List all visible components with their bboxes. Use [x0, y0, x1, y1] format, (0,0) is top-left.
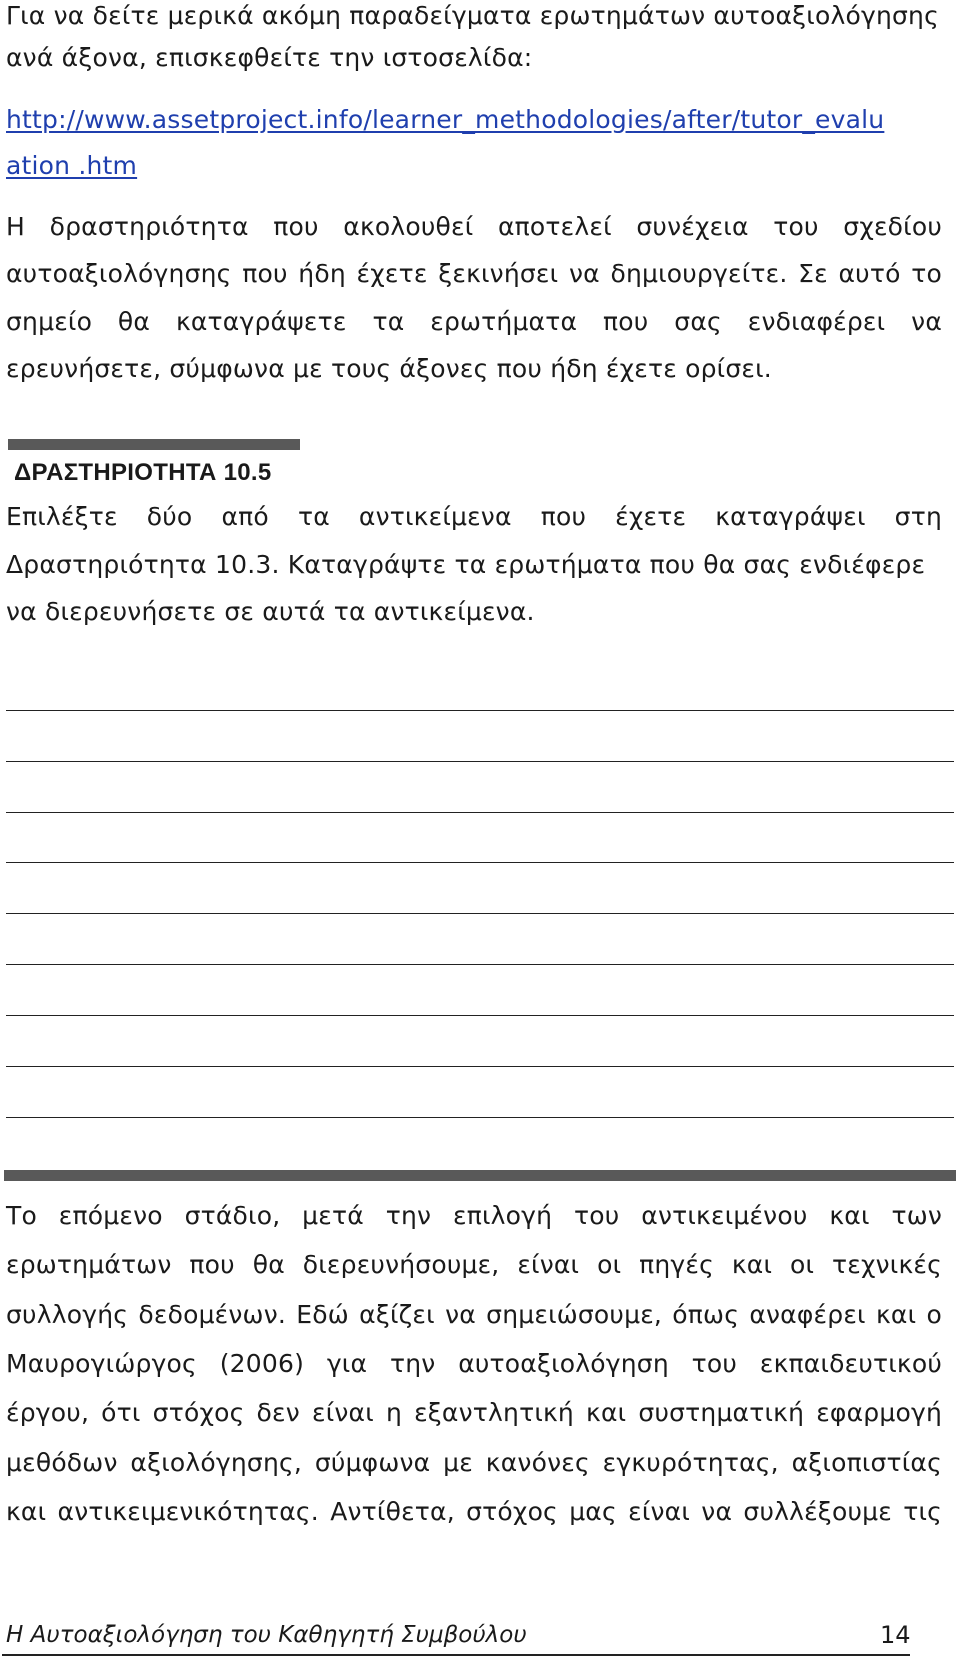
answer-line [6, 1066, 954, 1067]
paragraph-line: ερωτημάτων που θα διερευνήσουμε, είναι οι πηγές και οι τεχνικές [6, 1250, 942, 1279]
paragraph-line: Η δραστηριότητα που ακολουθεί αποτελεί συνέχεια του σχεδίου [6, 212, 942, 241]
answer-line [6, 913, 954, 914]
answer-line [6, 1015, 954, 1016]
paragraph-line: συλλογής δεδομένων. Εδώ αξίζει να σημειώσουμε, όπως αναφέρει και ο [6, 1300, 942, 1329]
paragraph-line: αυτοαξιολόγησης που ήδη έχετε ξεκινήσει να δημιουργείτε. Σε αυτό το [6, 259, 942, 288]
answer-line [6, 862, 954, 863]
activity-bottom-bar [4, 1170, 956, 1181]
intro-line: Για να δείτε μερικά ακόμη παραδείγματα ερωτημάτων αυτοαξιολόγησης [6, 1, 939, 30]
paragraph-line: έργου, ότι στόχος δεν είναι η εξαντλητική και συστηματική εφαρμογή [6, 1398, 942, 1427]
paragraph-line: μεθόδων αξιολόγησης, σύμφωνα με κανόνες εγκυρότητας, αξιοπιστίας [6, 1448, 942, 1477]
resource-link[interactable] [6, 150, 942, 182]
activity-instruction-line: Δραστηριότητα 10.3. Καταγράψτε τα ερωτήματα που θα σας ενδιέφερε [6, 550, 926, 579]
resource-link-text[interactable]: http://www.assetproject.info/learner_methodologies/after/tutor_evalu [6, 105, 885, 134]
answer-line [6, 710, 954, 711]
footer-rule [2, 1654, 910, 1656]
paragraph-line: Μαυρογιώργος (2006) για την αυτοαξιολόγηση του εκπαιδευτικού [6, 1349, 942, 1378]
paragraph-line: σημείο θα καταγράψετε τα ερωτήματα που σας ενδιαφέρει να [6, 307, 942, 336]
intro-line: ανά άξονα, επισκεφθείτε την ιστοσελίδα: [6, 43, 533, 72]
paragraph-line: ερευνήσετε, σύμφωνα με τους άξονες που ήδη έχετε ορίσει. [6, 354, 772, 383]
activity-instruction-line: Επιλέξτε δύο από τα αντικείμενα που έχετε καταγράψει στη [6, 502, 942, 531]
answer-line [6, 761, 954, 762]
answer-line [6, 812, 954, 813]
resource-link[interactable] [6, 104, 942, 136]
page-number: 14 [880, 1621, 911, 1649]
resource-link-text[interactable]: ation .htm [6, 151, 138, 180]
answer-line [6, 1117, 954, 1118]
answer-line [6, 964, 954, 965]
paragraph-line: και αντικειμενικότητας. Αντίθετα, στόχος μας είναι να συλλέξουμε τις [6, 1497, 942, 1526]
activity-title: ΔΡΑΣΤΗΡΙΟΤΗΤΑ 10.5 [14, 459, 272, 486]
footer-title: Η Αυτοαξιολόγηση του Καθηγητή Συμβούλου [6, 1622, 527, 1648]
activity-instruction-line: να διερευνήσετε σε αυτά τα αντικείμενα. [6, 597, 535, 626]
activity-top-bar [8, 439, 300, 450]
paragraph-line: Το επόμενο στάδιο, μετά την επιλογή του αντικειμένου και των [6, 1201, 942, 1230]
